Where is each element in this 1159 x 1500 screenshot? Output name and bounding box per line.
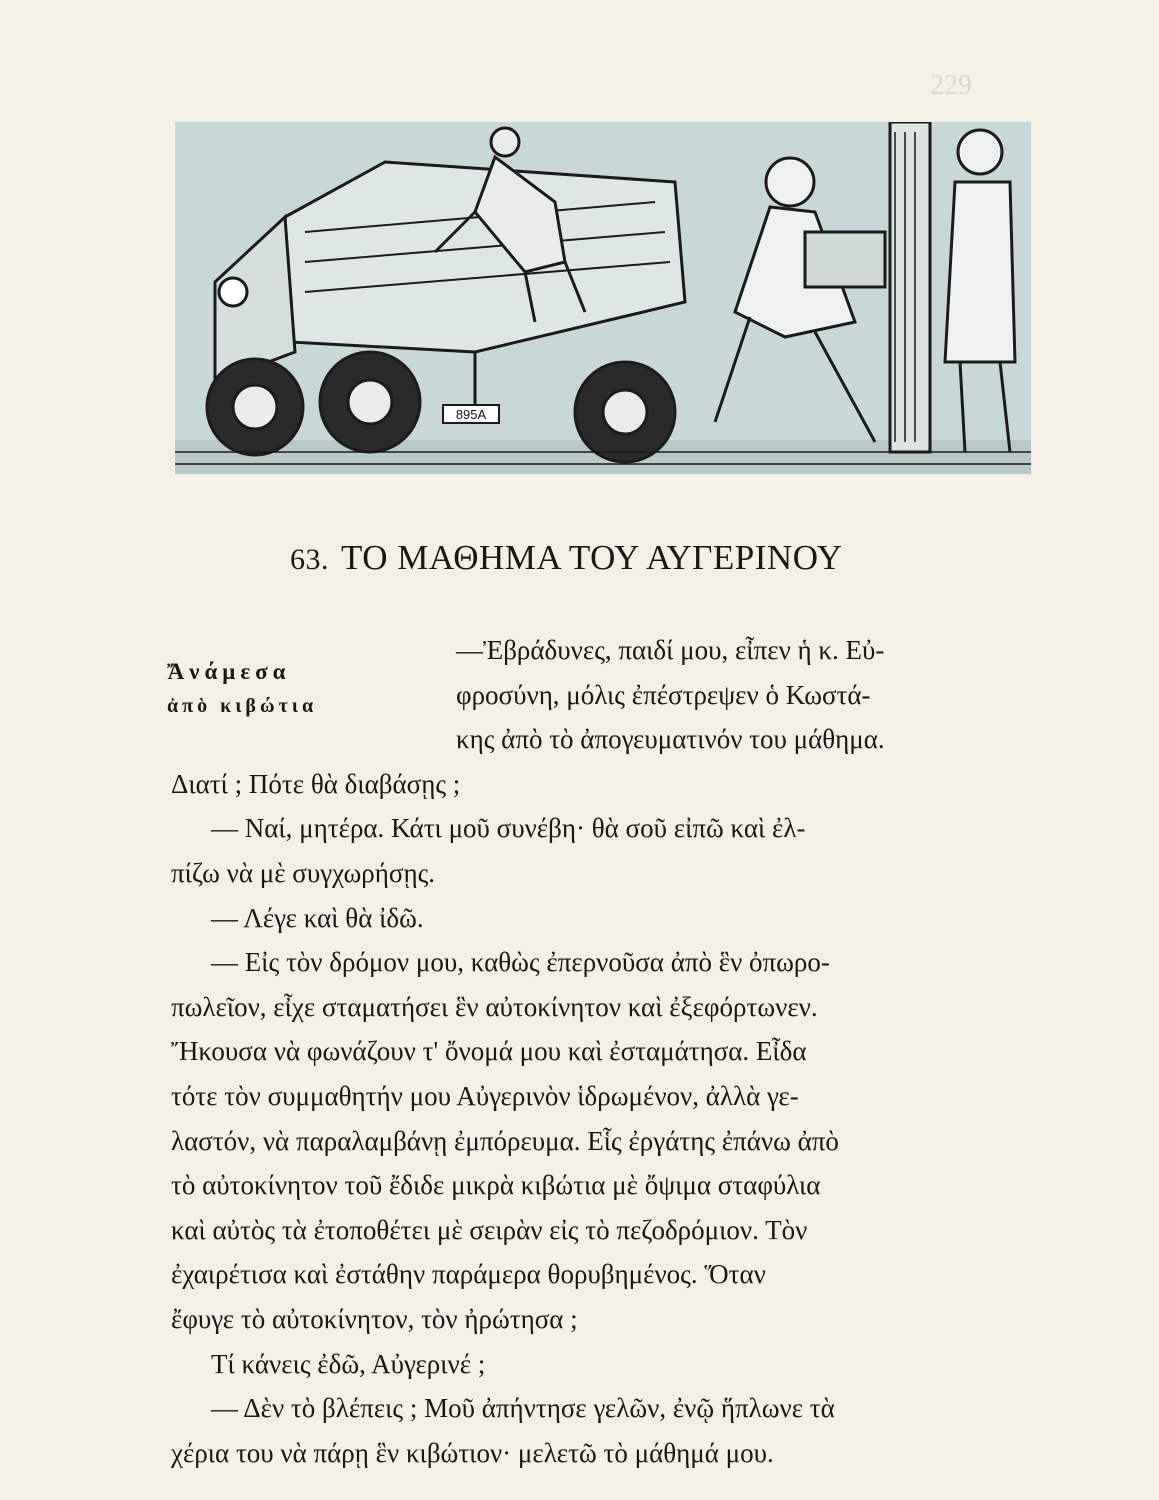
text-line: φροσύνη, μόλις ἐπέστρεψεν ὁ Κωστά-: [456, 679, 871, 710]
chapter-title: [290, 538, 843, 578]
text-line: καὶ αὐτὸς τὰ ἐτοποθέτει μὲ σειρὰν εἰς τὸ πεζοδρόμιον. Τὸν: [171, 1214, 808, 1245]
text-line: — Δὲν τὸ βλέπεις ; Μοῦ ἀπήντησε γελῶν, ἐνῷ ἥπλωνε τὰ: [211, 1393, 835, 1424]
chapter-number: 63.: [290, 543, 329, 576]
text-line: τότε τὸν συμμαθητήν μου Αὐγερινὸν ἱδρωμένον, ἀλλὰ γε-: [171, 1080, 799, 1111]
text-line: —Ἐβράδυνες, παιδί μου, εἶπεν ἡ κ. Εὐ-: [456, 635, 885, 665]
truck-unloading-illustration: [175, 122, 1031, 474]
text-line: πωλεῖον, εἶχε σταματήσει ἓν αὐτοκίνητον καὶ ἐξεφόρτωνεν.: [171, 991, 818, 1022]
body-text: [171, 628, 1016, 1475]
text-line: ἔφυγε τὸ αὐτοκίνητον, τὸν ἠρώτησα ;: [171, 1303, 578, 1334]
text-line: κης ἀπὸ τὸ ἀπογευματινόν του μάθημα.: [456, 724, 885, 755]
text-line: πίζω νὰ μὲ συγχωρήσῃς.: [171, 857, 436, 888]
sidenote-line: Ἄνάμεσα: [167, 659, 291, 684]
ghost-page-number: 229: [930, 70, 972, 101]
license-plate: 895A: [455, 407, 487, 422]
text-line: ἐχαιρέτισα καὶ ἐστάθην παράμερα θορυβημένος. Ὅταν: [171, 1259, 766, 1290]
text-line: Ἤκουσα νὰ φωνάζουν τ' ὄνομά μου καὶ ἐσταμάτησα. Εἶδα: [171, 1036, 807, 1067]
text-line: Διατί ; Πότε θὰ διαβάσῃς ;: [171, 768, 461, 799]
chapter-title-text: ΤΟ ΜΑΘΗΜΑ ΤΟΥ ΑΥΓΕΡΙΝΟΥ: [341, 538, 843, 577]
text-line: Τί κάνεις ἐδῶ, Αὐγερινέ ;: [211, 1348, 486, 1379]
text-line: λαστόν, νὰ παραλαμβάνῃ ἐμπόρευμα. Εἷς ἐργάτης ἐπάνω ἀπὸ: [171, 1125, 839, 1156]
text-line: — Ναί, μητέρα. Κάτι μοῦ συνέβη· θὰ σοῦ εἰπῶ καὶ ἐλ-: [211, 813, 806, 844]
text-line: — Λέγε καὶ θὰ ἰδῶ.: [211, 902, 424, 933]
text-line: χέρια του νὰ πάρῃ ἓν κιβώτιον· μελετῶ τὸ μάθημά μου.: [171, 1437, 774, 1468]
sidenote-line: ἀπὸ κιβώτια: [167, 695, 318, 717]
text-line: τὸ αὐτοκίνητον τοῦ ἔδιδε μικρὰ κιβώτια μὲ ὄψιμα σταφύλια: [171, 1170, 821, 1201]
text-line: — Εἰς τὸν δρόμον μου, καθὼς ἐπερνοῦσα ἀπὸ ἓν ὀπωρο-: [211, 947, 830, 978]
